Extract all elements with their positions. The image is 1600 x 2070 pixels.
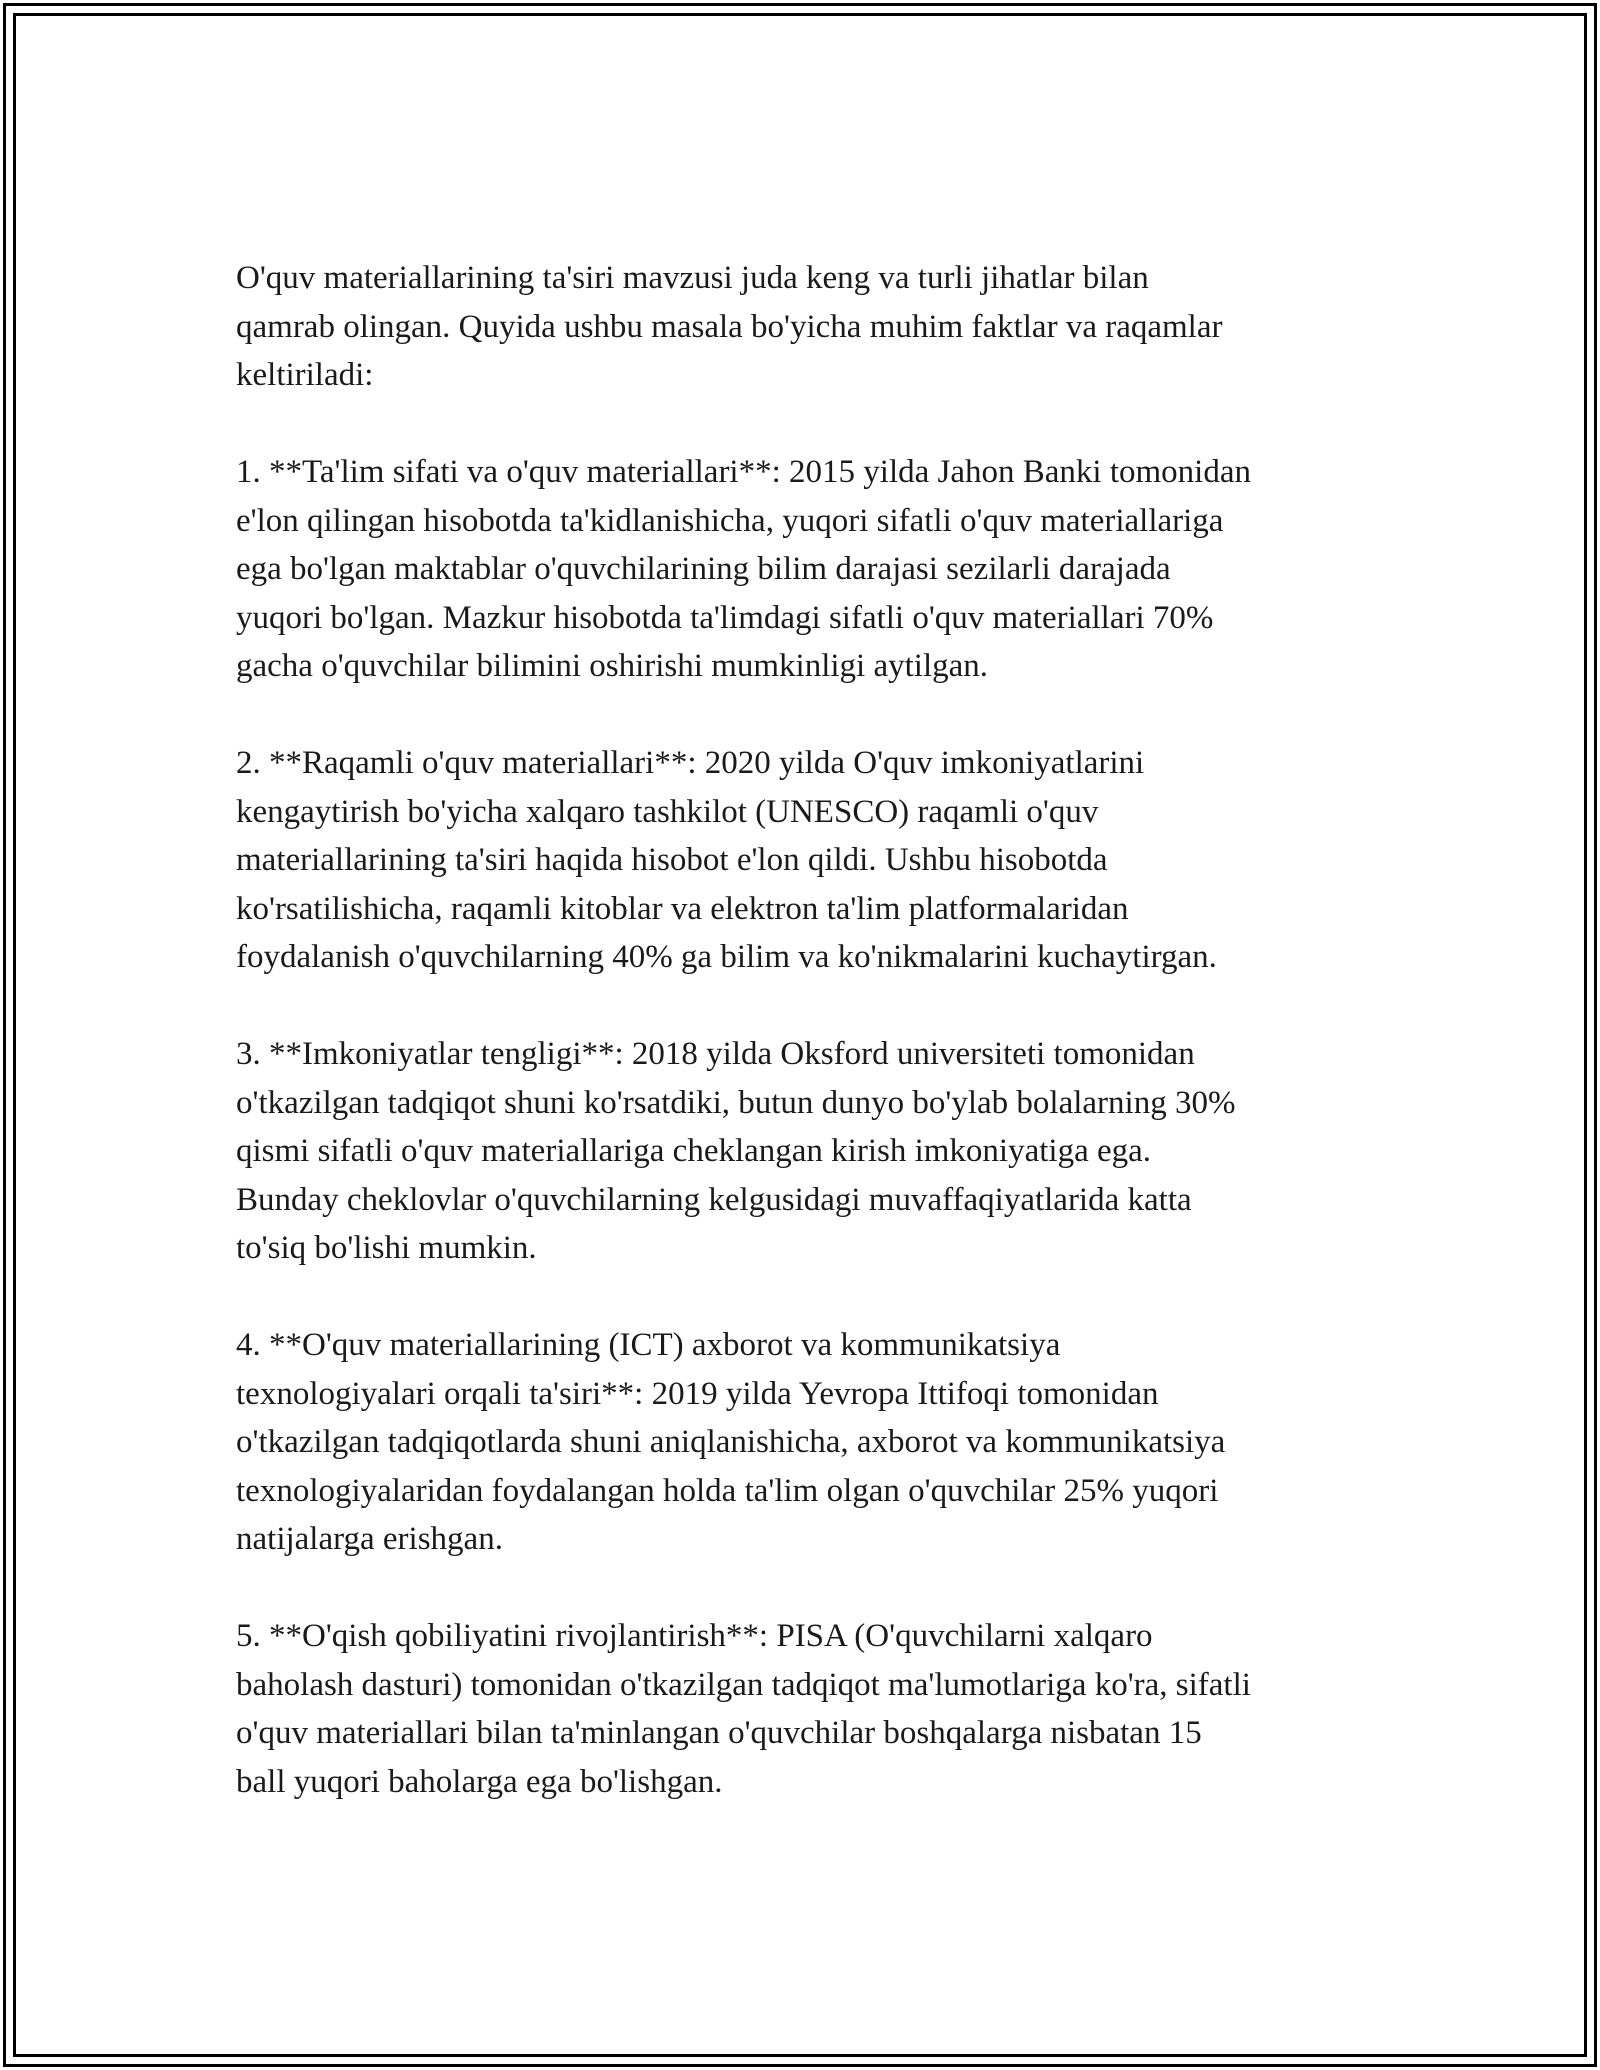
document-body: [236, 254, 1376, 1806]
list-item-1: 1. **Ta'lim sifati va o'quv materiallari**: 2015 yilda Jahon Banki tomonidan e'lon qilingan hisobotda ta'kidlanishicha, yuqori sifatli o'quv materiallariga ega bo'lgan maktablar o'quvchilarining bilim darajasi sezilarli darajada yuqori bo'lgan. Mazkur hisobotda ta'limdagi sifatli o'quv materiallari 70% gacha o'quvchilar bilimini oshirishi mumkinligi aytilgan.: [236, 454, 1251, 684]
list-item-5: 5. **O'qish qobiliyatini rivojlantirish**: PISA (O'quvchilarni xalqaro baholash dasturi) tomonidan o'tkazilgan tadqiqot ma'lumotlariga ko'ra, sifatli o'quv materiallari bilan ta'minlangan o'quvchilar boshqalarga nisbatan 15 ball yuqori baholarga ega bo'lishgan.: [236, 1618, 1251, 1800]
list-item-4: 4. **O'quv materiallarining (ICT) axborot va kommunikatsiya texnologiyalari orqali ta'siri**: 2019 yilda Yevropa Ittifoqi tomonidan o'tkazilgan tadqiqotlarda shuni aniqlanishicha, axborot va kommunikatsiya texnologiyalaridan foydalangan holda ta'lim olgan o'quvchilar 25% yuqori natijalarga erishgan.: [236, 1327, 1226, 1557]
list-item-2: 2. **Raqamli o'quv materiallari**: 2020 yilda O'quv imkoniyatlarini kengaytirish bo'yicha xalqaro tashkilot (UNESCO) raqamli o'quv materiallarining ta'siri haqida hisobot e'lon qildi. Ushbu hisobotda ko'rsatilishicha, raqamli kitoblar va elektron ta'lim platformalaridan foydalanish o'quvchilarning 40% ga bilim va ko'nikmalarini kuchaytirgan.: [236, 745, 1217, 975]
list-item-3: 3. **Imkoniyatlar tengligi**: 2018 yilda Oksford universiteti tomonidan o'tkazilgan tadqiqot shuni ko'rsatdiki, butun dunyo bo'ylab bolalarning 30% qismi sifatli o'quv materiallariga cheklangan kirish imkoniyatiga ega. Bunday cheklovlar o'quvchilarning kelgusidagi muvaffaqiyatlarida katta to'siq bo'lishi mumkin.: [236, 1036, 1236, 1266]
intro-paragraph: O'quv materiallarining ta'siri mavzusi juda keng va turli jihatlar bilan qamrab olingan. Quyida ushbu masala bo'yicha muhim faktlar va raqamlar keltiriladi:: [236, 260, 1223, 393]
